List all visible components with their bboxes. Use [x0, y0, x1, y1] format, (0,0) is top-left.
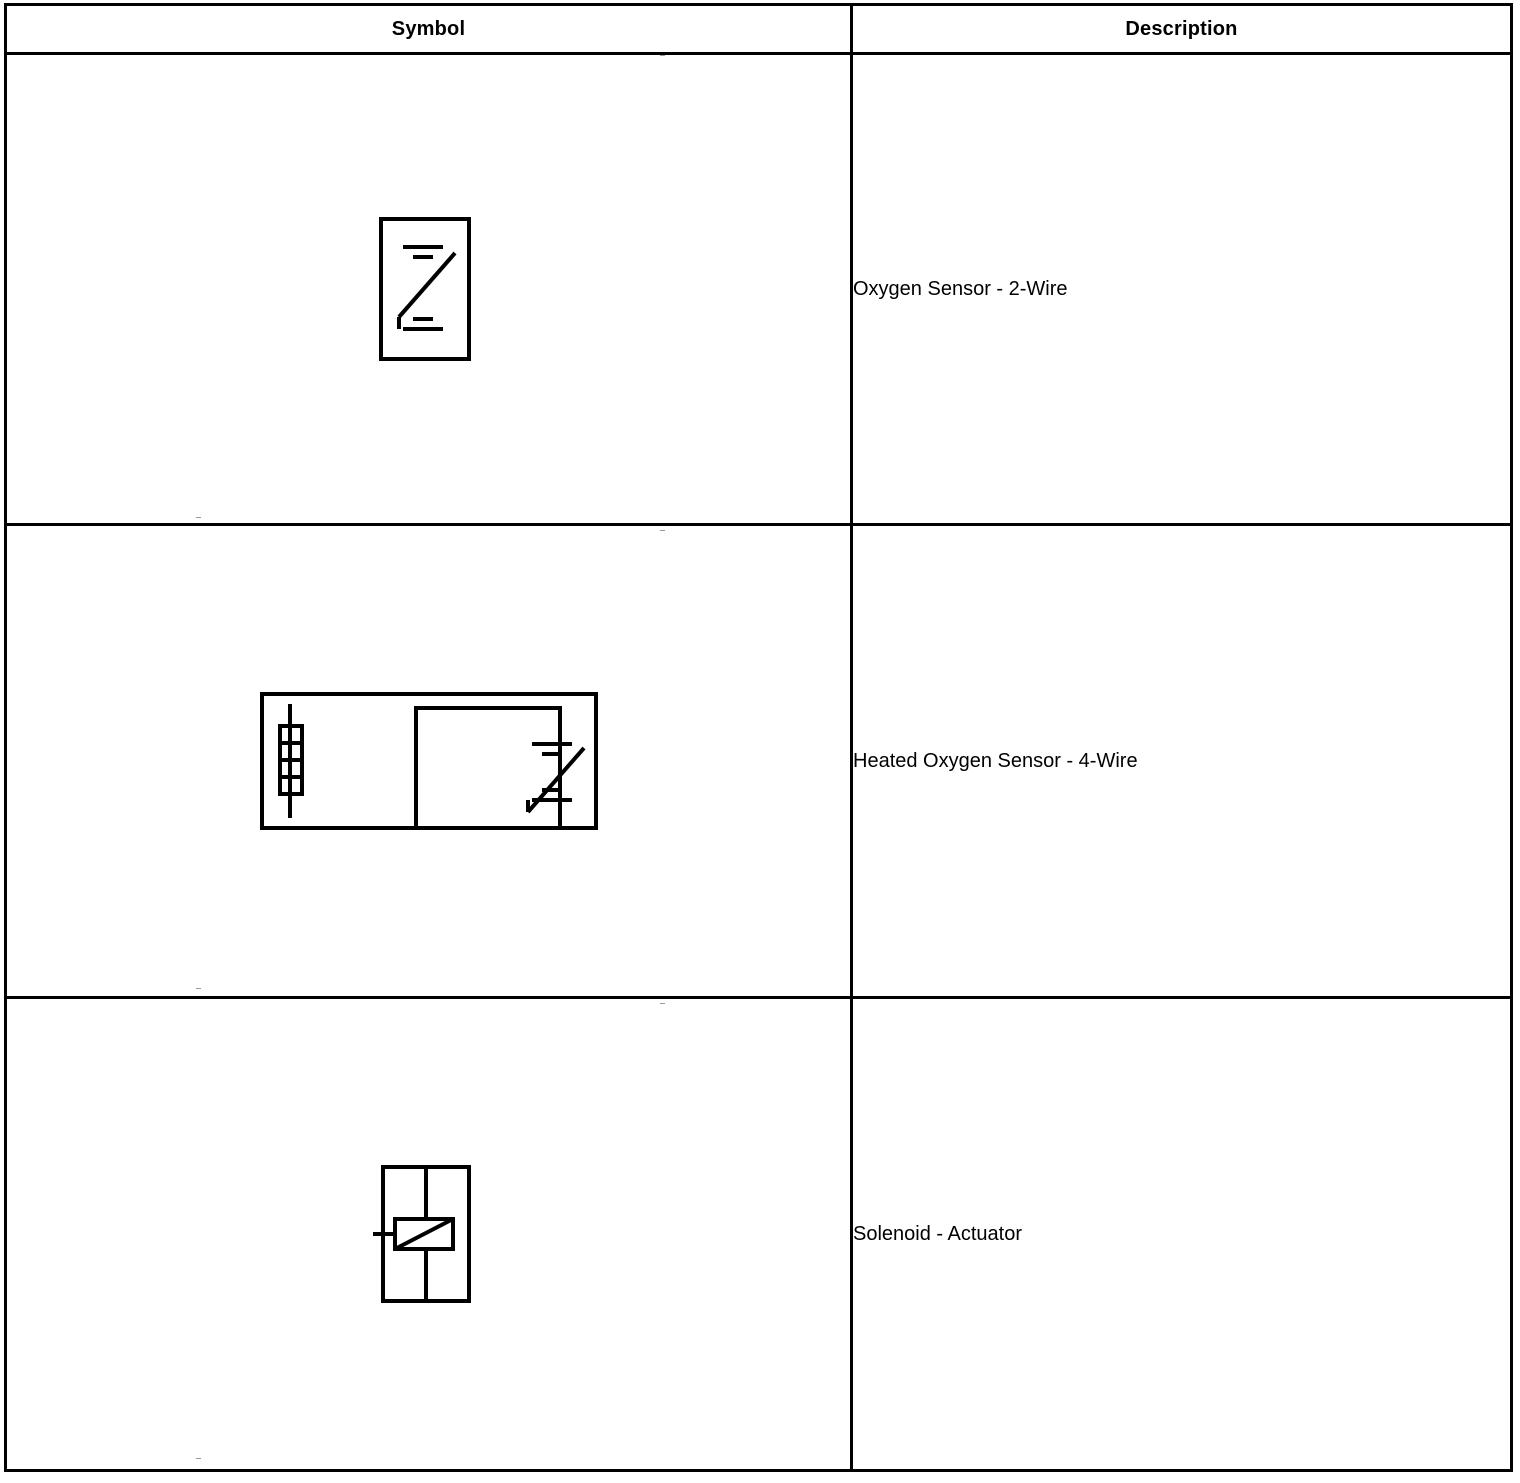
symbol-cell	[6, 998, 852, 1471]
heated-oxygen-sensor-4-wire-symbol	[7, 686, 850, 836]
column-header-description: Description	[852, 5, 1512, 54]
description-cell: Heated Oxygen Sensor - 4-Wire	[852, 525, 1512, 998]
registration-tick	[660, 55, 665, 56]
registration-tick	[660, 1003, 665, 1004]
registration-tick	[196, 1458, 201, 1459]
table-row	[6, 998, 1512, 1471]
oxygen-sensor-2-wire-symbol	[7, 209, 850, 369]
symbol-legend-page	[0, 3, 1520, 1483]
table-row	[6, 525, 1512, 998]
symbol-cell	[6, 525, 852, 998]
description-cell: Solenoid - Actuator	[852, 998, 1512, 1471]
table-header-row	[6, 5, 1512, 54]
description-cell: Oxygen Sensor - 2-Wire	[852, 54, 1512, 525]
symbol-cell	[6, 54, 852, 525]
solenoid-actuator-symbol	[7, 1159, 850, 1309]
registration-tick	[196, 988, 201, 989]
table-row	[6, 54, 1512, 525]
registration-tick	[196, 517, 201, 518]
registration-tick	[660, 530, 665, 531]
symbol-description-table	[4, 3, 1513, 1472]
column-header-symbol: Symbol	[6, 5, 852, 54]
